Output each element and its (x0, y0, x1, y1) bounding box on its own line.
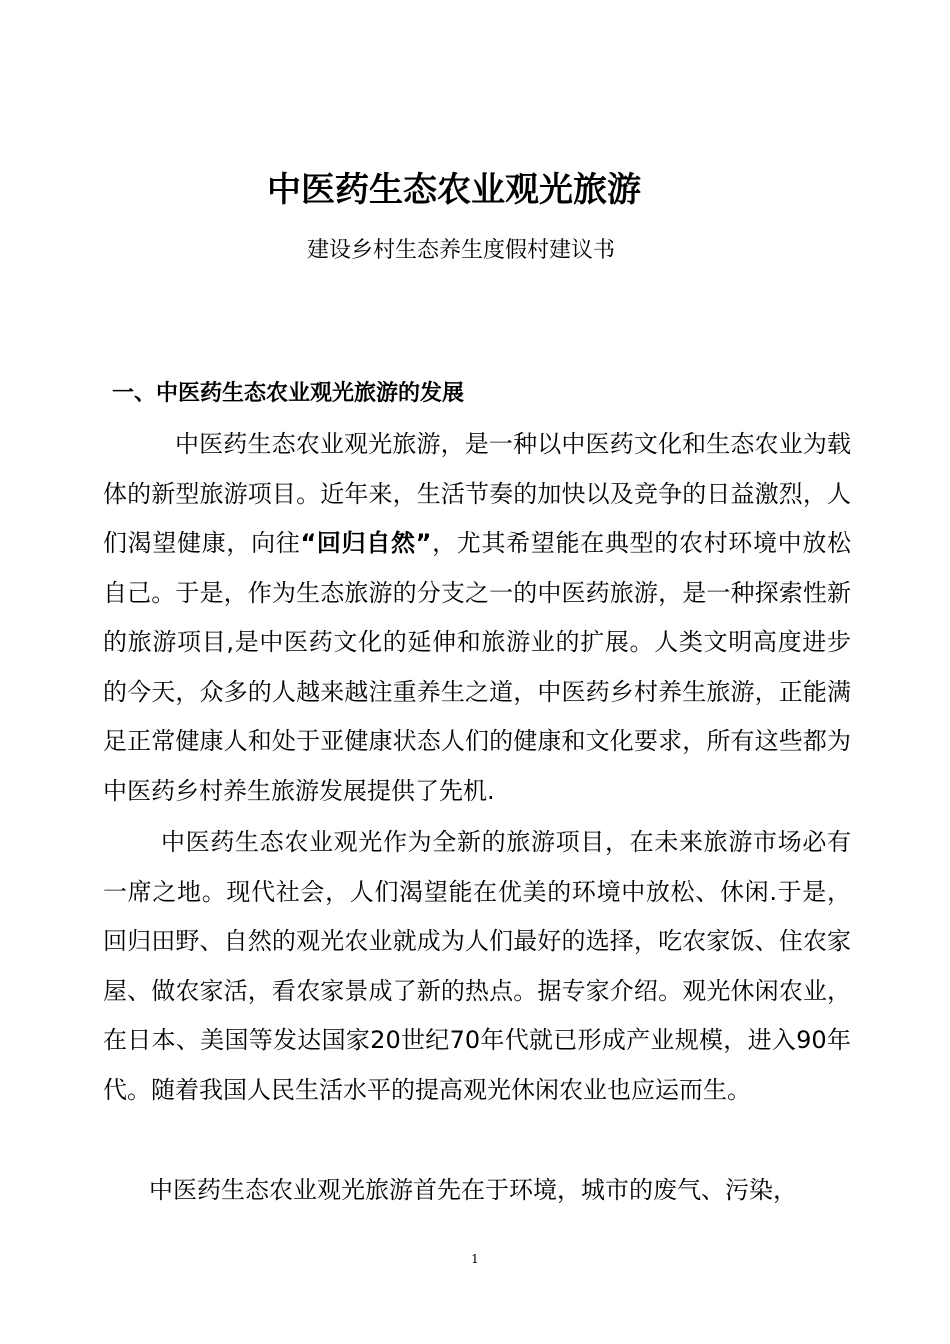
paragraph-2: 中医药生态农业观光作为全新的旅游项目，在未来旅游市场必有一席之地。现代社会，人们渴望能在优美的环境中放松、休闲.于是，回归田野、自然的观光农业就成为人们最好的选择，吃农家饭、住农家屋、做农家活，看农家景成了新的热点。据专家介绍。观光休闲农业，在日本、美国等发达国家20世纪70年代就已形成产业规模，进入90年代。随着我国人民生活水平的提高观光休闲农业也应运而生。 (103, 828, 851, 1104)
paragraph-1-emphasis: “回归自然” (300, 529, 432, 557)
paragraph-1 (103, 420, 851, 816)
page-number: 1 (471, 1252, 479, 1266)
section-heading: 一、中医药生态农业观光旅游的发展 (112, 381, 465, 406)
document-subtitle: 建设乡村生态养生度假村建议书 (306, 238, 615, 263)
paragraph-1-text-end: ，尤其希望能在典型的农村环境中放松自己。于是，作为生态旅游的分支之一的中医药旅游，是一种探索性新的旅游项目,是中医药文化的延伸和旅游业的扩展。人类文明高度进步的今天，众多的人越来越注重养生之道，中医药乡村养生旅游，正能满足正常健康人和处于亚健康状态人们的健康和文化要求，所有这些都为中医药乡村养生旅游发展提供了先机. (103, 529, 852, 805)
document-title: 中医药生态农业观光旅游 (267, 170, 641, 210)
paragraph-3: 中医药生态农业观光旅游首先在于环境，城市的废气、污染， (149, 1176, 797, 1204)
paragraph-1-text-start: 中医药生态农业观光旅游，是一种以中医药文化和生态农业为载体的新型旅游项目。近年来，生活节奏的加快以及竞争的日益激烈，人们渴望健康，向往 (103, 430, 851, 557)
